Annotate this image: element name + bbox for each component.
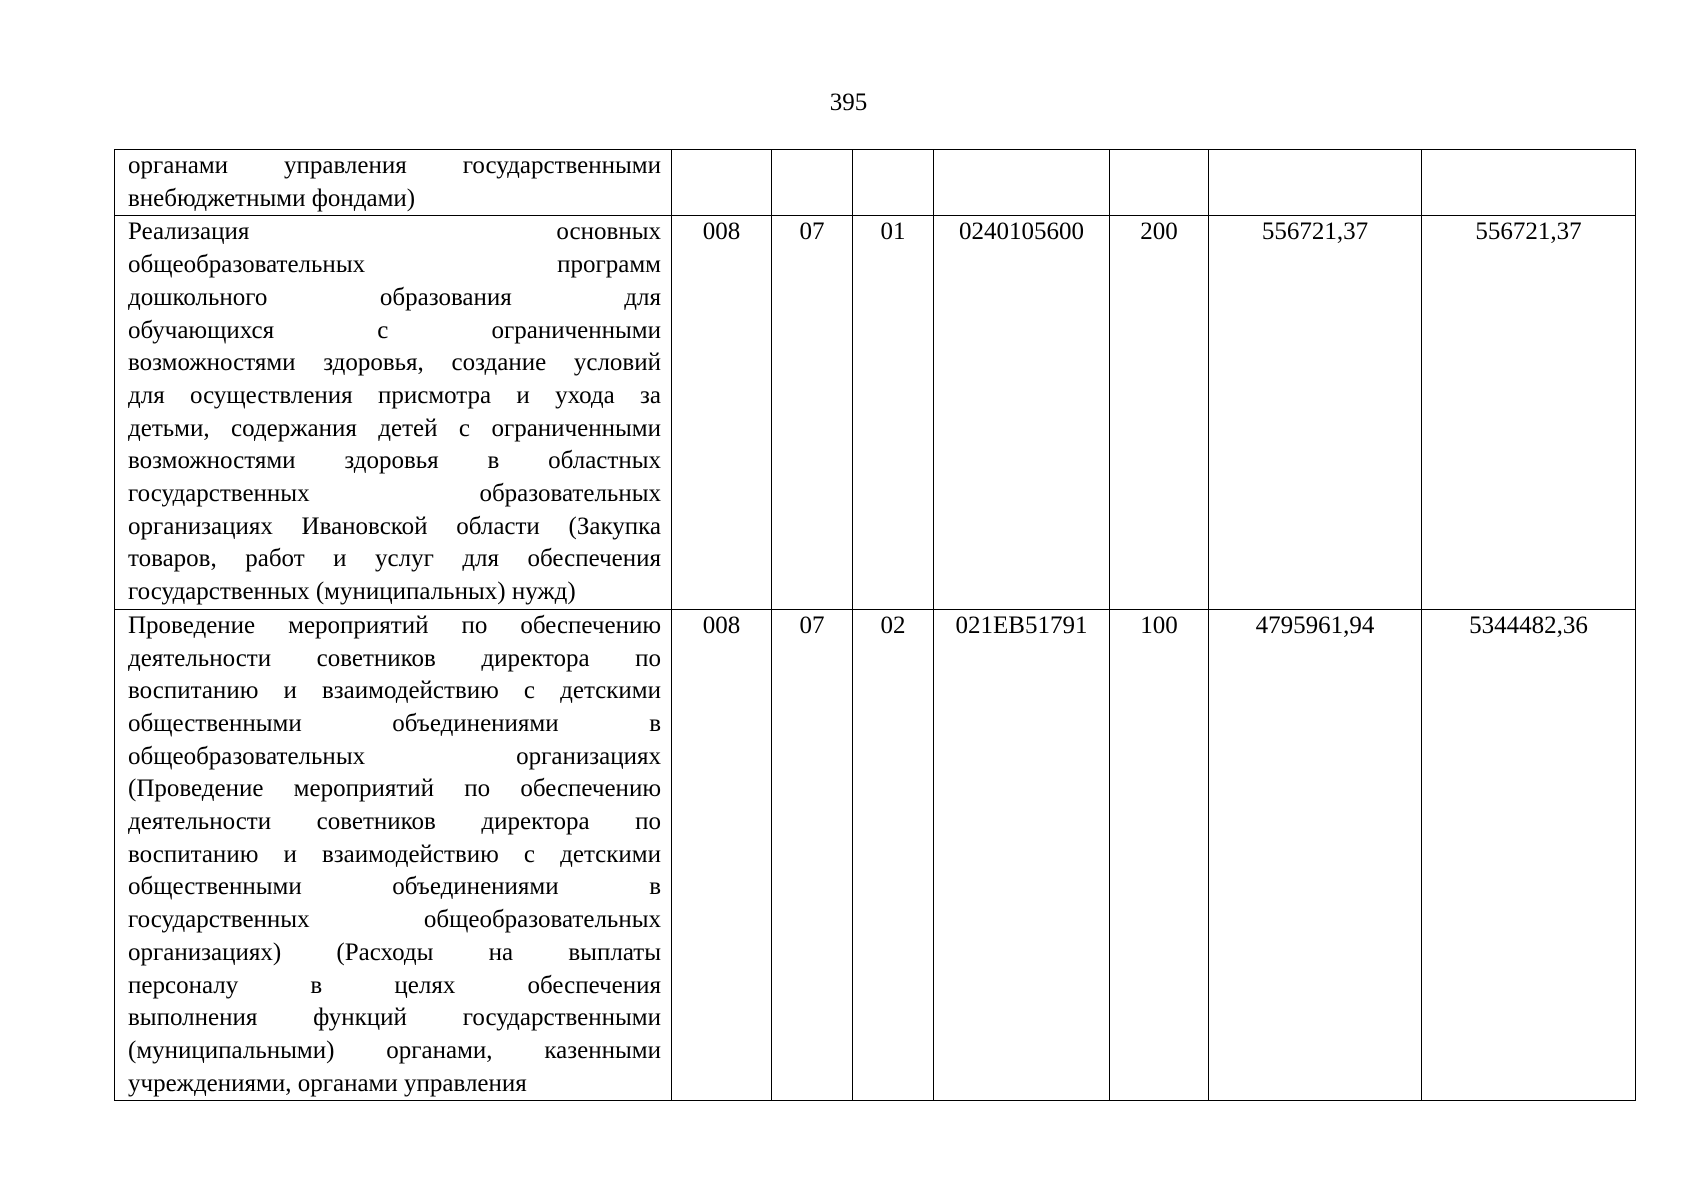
description-line: общеобразовательных организациях	[128, 742, 661, 770]
description-line: общественными объединениями в	[128, 709, 661, 737]
description-line: Реализация основных	[128, 218, 661, 246]
description-line: общественными объединениями в	[128, 873, 661, 901]
description-line: Проведение мероприятий по обеспечению	[128, 611, 661, 639]
section-code-cell	[772, 150, 853, 216]
description-line: обучающихся с ограниченными	[128, 316, 661, 344]
description-line: дошкольного образования для	[128, 283, 661, 311]
description-line: персоналу в целях обеспечения	[128, 971, 661, 999]
expense-type-cell	[1110, 150, 1209, 216]
description-line: детьми, содержания детей с ограниченными	[128, 414, 661, 442]
page-number: 395	[829, 89, 868, 116]
amount-year-2-cell: 556721,37	[1422, 216, 1636, 609]
table-row	[115, 216, 1636, 609]
table-row	[115, 150, 1636, 216]
section-code-cell: 07	[772, 216, 853, 609]
subsection-code-cell: 02	[853, 609, 934, 1101]
description-line: государственных (муниципальных) нужд)	[128, 578, 576, 606]
description-line: (муниципальными) органами, казенными	[128, 1036, 661, 1064]
ministry-code-cell	[672, 150, 772, 216]
description-cell	[115, 609, 672, 1101]
description-line: органами управления государственными	[128, 152, 661, 179]
description-line: для осуществления присмотра и ухода за	[128, 381, 661, 409]
section-code-cell: 07	[772, 609, 853, 1101]
target-article-cell: 0240105600	[934, 216, 1110, 609]
table-body	[115, 150, 1636, 1101]
description-line: учреждениями, органами управления	[128, 1069, 527, 1097]
description-cell	[115, 150, 672, 216]
description-line: выполнения функций государственными	[128, 1004, 661, 1032]
amount-year-1-cell: 556721,37	[1209, 216, 1422, 609]
amount-year-2-cell	[1422, 150, 1636, 216]
description-line: организациях) (Расходы на выплаты	[128, 938, 661, 966]
description-line: деятельности советников директора по	[128, 644, 661, 672]
description-line: (Проведение мероприятий по обеспечению	[128, 775, 661, 803]
description-line: товаров, работ и услуг для обеспечения	[128, 545, 661, 573]
subsection-code-cell: 01	[853, 216, 934, 609]
subsection-code-cell	[853, 150, 934, 216]
amount-year-2-cell: 5344482,36	[1422, 609, 1636, 1101]
description-line: государственных общеобразовательных	[128, 906, 661, 934]
target-article-cell	[934, 150, 1110, 216]
description-line: воспитанию и взаимодействию с детскими	[128, 840, 661, 868]
description-line: деятельности советников директора по	[128, 808, 661, 836]
description-line: возможностями здоровья в областных	[128, 447, 661, 475]
description-cell	[115, 216, 672, 609]
description-line: возможностями здоровья, создание условий	[128, 349, 661, 377]
table-row	[115, 609, 1636, 1101]
description-line: общеобразовательных программ	[128, 251, 661, 279]
amount-year-1-cell: 4795961,94	[1209, 609, 1422, 1101]
ministry-code-cell: 008	[672, 216, 772, 609]
description-line: воспитанию и взаимодействию с детскими	[128, 677, 661, 705]
target-article-cell: 021EВ51791	[934, 609, 1110, 1101]
budget-table	[114, 149, 1636, 1101]
amount-year-1-cell	[1209, 150, 1422, 216]
description-line: внебюджетными фондами)	[128, 184, 416, 212]
ministry-code-cell: 008	[672, 609, 772, 1101]
expense-type-cell: 100	[1110, 609, 1209, 1101]
description-line: организациях Ивановской области (Закупка	[128, 512, 661, 540]
description-line: государственных образовательных	[128, 480, 661, 508]
expense-type-cell: 200	[1110, 216, 1209, 609]
